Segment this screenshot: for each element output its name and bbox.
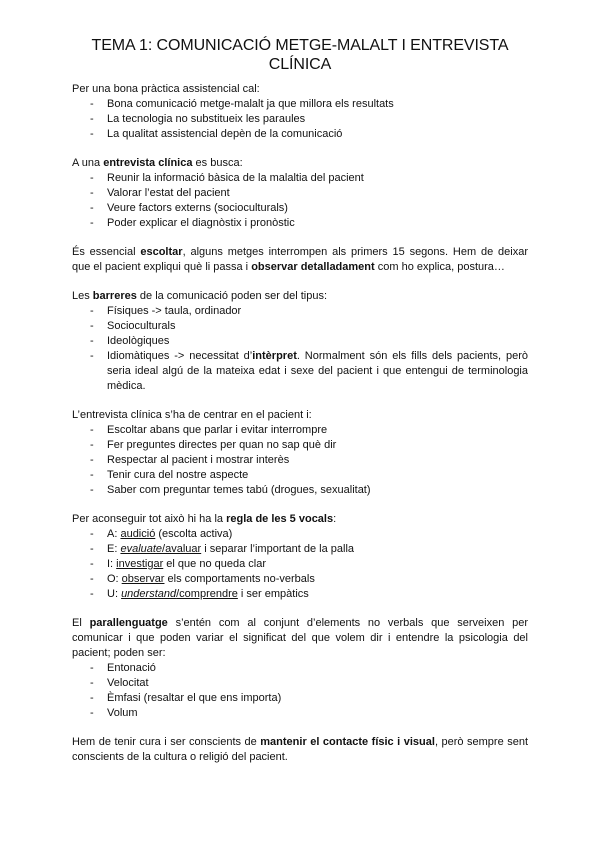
list-item: - Idiomàtiques -> necessitat d’intèrpret. Normalment són els fills dels pacients, però seria ideal algú de la mateixa edat i sexe del pacient i que entengui de terminologia mèdica. — [72, 349, 528, 394]
list-item: - Físiques -> taula, ordinador — [72, 304, 528, 319]
list-item: - La tecnologia no substitueix les paraules — [72, 112, 528, 127]
section-barriers — [72, 289, 528, 394]
section-physical-contact — [72, 735, 528, 765]
list-item: - Ideològiques — [72, 334, 528, 349]
bold-term: mantenir el contacte físic i visual — [260, 736, 435, 748]
bold-term: parallenguatge — [89, 617, 168, 629]
list-item: - Socioculturals — [72, 319, 528, 334]
list-item: - Entonació — [72, 661, 528, 676]
list-item: - E: evaluate/avaluar i separar l’important de la palla — [72, 542, 528, 557]
page-title: TEMA 1: COMUNICACIÓ METGE-MALALT I ENTREVISTA CLÍNICA — [91, 37, 509, 73]
list-item: - Veure factors externs (socioculturals) — [72, 201, 528, 216]
bullet-list — [72, 527, 528, 602]
bold-term: intèrpret — [252, 350, 297, 362]
bullet-list — [72, 304, 528, 394]
bold-term: barreres — [92, 290, 137, 302]
list-item: - Saber com preguntar temes tabú (drogues, sexualitat) — [72, 483, 528, 498]
list-item: - Èmfasi (resaltar el que ens importa) — [72, 691, 528, 706]
section-good-practice — [72, 82, 528, 142]
list-item: - La qualitat assistencial depèn de la comunicació — [72, 127, 528, 142]
section-listening — [72, 245, 528, 275]
bullet-list — [72, 661, 528, 721]
section-clinical-interview — [72, 156, 528, 231]
section-intro: Les barreres de la comunicació poden ser del tipus: — [72, 290, 328, 302]
list-item: - U: understand/comprendre i ser empàtics — [72, 587, 528, 602]
section-paralanguage — [72, 616, 528, 721]
list-item: - O: observar els comportaments no-verbals — [72, 572, 528, 587]
list-item: - Escoltar abans que parlar i evitar interrompre — [72, 423, 528, 438]
list-item: - A: audició (escolta activa) — [72, 527, 528, 542]
section-patient-centered — [72, 408, 528, 498]
list-item: - Velocitat — [72, 676, 528, 691]
paragraph: Hem de tenir cura i ser conscients de mantenir el contacte físic i visual, però sempre sent conscients de la cultura o religió del pacient. — [72, 736, 529, 763]
list-item: - I: investigar el que no queda clar — [72, 557, 528, 572]
list-item: - Reunir la informació bàsica de la malaltia del pacient — [72, 171, 528, 186]
paragraph: El parallenguatge s’entén com al conjunt d’elements no verbals que serveixen per comunicar i que poden variar el significat del que volem dir i entendre la psicologia del pacient; poden ser: — [72, 617, 528, 659]
list-item: - Bona comunicació metge-malalt ja que millora els resultats — [72, 97, 528, 112]
bold-term: escoltar — [140, 246, 183, 258]
list-item: - Poder explicar el diagnòstix i pronòstic — [72, 216, 528, 231]
section-intro: A una entrevista clínica es busca: — [72, 157, 243, 169]
list-item: - Valorar l’estat del pacient — [72, 186, 528, 201]
section-five-vowels — [72, 512, 528, 602]
document-page — [72, 36, 528, 779]
paragraph: És essencial escoltar, alguns metges interrompen als primers 15 segons. Hem de deixar que el pacient expliqui què li passa i observar detalladament com ho explica, postura… — [72, 246, 528, 273]
section-intro: Per aconseguir tot això hi ha la regla de les 5 vocals: — [72, 513, 337, 525]
section-intro: Per una bona pràctica assistencial cal: — [72, 83, 260, 95]
bold-term: regla de les 5 vocals — [226, 513, 334, 525]
list-item: - Tenir cura del nostre aspecte — [72, 468, 528, 483]
list-item: - Fer preguntes directes per quan no sap què dir — [72, 438, 528, 453]
bold-term: entrevista clínica — [103, 157, 193, 169]
bullet-list — [72, 171, 528, 231]
section-intro: L’entrevista clínica s’ha de centrar en el pacient i: — [72, 409, 312, 421]
list-item: - Volum — [72, 706, 528, 721]
bold-term: observar detalladament — [251, 261, 375, 273]
bullet-list — [72, 97, 528, 142]
bullet-list — [72, 423, 528, 498]
list-item: - Respectar al pacient i mostrar interès — [72, 453, 528, 468]
